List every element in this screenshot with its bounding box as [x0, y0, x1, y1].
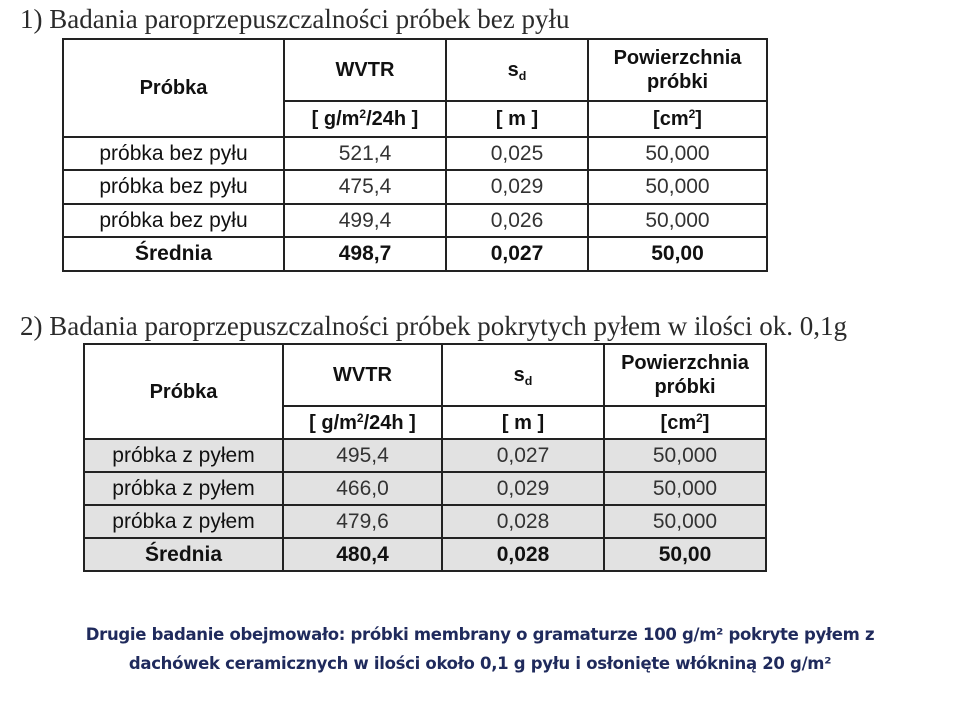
- header-area-line2: próbki: [646, 71, 709, 93]
- table-row: [63, 204, 767, 237]
- table-row: [63, 137, 767, 170]
- average-row: [84, 538, 766, 571]
- average-sd: 0,028: [442, 538, 604, 571]
- header-sample: Próbka: [84, 344, 283, 439]
- cell-area: 50,000: [588, 204, 767, 237]
- average-label: Średnia: [63, 237, 284, 271]
- average-wvtr: 480,4: [283, 538, 442, 571]
- header-sample: Próbka: [63, 39, 284, 137]
- unit-wvtr-a: [ g/m: [309, 411, 357, 434]
- header-area-line1: Powierzchnia: [621, 352, 749, 374]
- table-row: [63, 170, 767, 204]
- unit-sd: [ m ]: [442, 406, 604, 439]
- header-wvtr: WVTR: [284, 39, 446, 101]
- header-area: [604, 344, 766, 406]
- table-row: [84, 472, 766, 505]
- header-area-line1: Powierzchnia: [613, 47, 742, 69]
- cell-sd: 0,028: [442, 505, 604, 538]
- cell-sd: 0,026: [446, 204, 588, 237]
- header-sd: [442, 344, 604, 406]
- average-row: [63, 237, 767, 271]
- average-label: Średnia: [84, 538, 283, 571]
- average-area: 50,00: [588, 237, 767, 271]
- unit-area-sup: 2: [696, 410, 703, 425]
- cell-sd: 0,029: [442, 472, 604, 505]
- cell-sd: 0,027: [442, 439, 604, 472]
- header-sd: [446, 39, 588, 101]
- caption-line1: Drugie badanie obejmowało: próbki membrany o gramaturze 100 g/m² pokryte pyłem z: [85, 625, 875, 644]
- cell-sd: 0,029: [446, 170, 588, 204]
- unit-area-a: [cm: [653, 108, 689, 130]
- unit-area: [588, 101, 767, 137]
- unit-wvtr-a: [ g/m: [311, 108, 360, 130]
- unit-area-b: ]: [695, 108, 702, 130]
- row-label: próbka bez pyłu: [63, 137, 284, 170]
- header-sd-base: s: [507, 59, 519, 81]
- cell-area: 50,000: [588, 170, 767, 204]
- unit-wvtr: [283, 406, 442, 439]
- table-samples-with-dust: [83, 343, 767, 572]
- average-sd: 0,027: [446, 237, 588, 271]
- unit-wvtr: [284, 101, 446, 137]
- unit-area-a: [cm: [660, 411, 697, 434]
- row-label: próbka bez pyłu: [63, 170, 284, 204]
- unit-area-sup: 2: [688, 107, 696, 122]
- header-sd-sub: d: [518, 69, 527, 84]
- average-area: 50,00: [604, 538, 766, 571]
- header-area-line2: próbki: [654, 376, 716, 398]
- unit-wvtr-sup: 2: [356, 410, 364, 425]
- unit-wvtr-b: /24h ]: [363, 411, 416, 434]
- table-samples-without-dust: [62, 38, 768, 272]
- header-wvtr: WVTR: [283, 344, 442, 406]
- caption-line2: dachówek ceramicznych w ilości około 0,1 g pyłu i osłonięte włókniną 20 g/m²: [128, 654, 832, 673]
- cell-wvtr: 475,4: [284, 170, 446, 204]
- cell-wvtr: 495,4: [283, 439, 442, 472]
- cell-wvtr: 499,4: [284, 204, 446, 237]
- cell-wvtr: 521,4: [284, 137, 446, 170]
- table-row: [84, 439, 766, 472]
- cell-wvtr: 466,0: [283, 472, 442, 505]
- header-sd-sub: d: [524, 374, 533, 389]
- cell-area: 50,000: [604, 505, 766, 538]
- unit-wvtr-sup: 2: [359, 107, 367, 122]
- header-sd-base: s: [513, 364, 525, 386]
- unit-area-b: ]: [702, 411, 710, 434]
- row-label: próbka z pyłem: [84, 505, 283, 538]
- row-label: próbka z pyłem: [84, 472, 283, 505]
- cell-area: 50,000: [588, 137, 767, 170]
- row-label: próbka bez pyłu: [63, 204, 284, 237]
- header-area: [588, 39, 767, 101]
- cell-area: 50,000: [604, 439, 766, 472]
- section2-title: 2) Badania paroprzepuszczalności próbek pokrytych pyłem w ilości ok. 0,1g: [20, 311, 848, 341]
- cell-area: 50,000: [604, 472, 766, 505]
- cell-wvtr: 479,6: [283, 505, 442, 538]
- unit-area: [604, 406, 766, 439]
- average-wvtr: 498,7: [284, 237, 446, 271]
- cell-sd: 0,025: [446, 137, 588, 170]
- table-row: [84, 505, 766, 538]
- unit-wvtr-b: /24h ]: [366, 108, 419, 130]
- section1-title: 1) Badania paroprzepuszczalności próbek bez pyłu: [20, 4, 570, 34]
- caption: [20, 620, 940, 678]
- row-label: próbka z pyłem: [84, 439, 283, 472]
- unit-sd: [ m ]: [446, 101, 588, 137]
